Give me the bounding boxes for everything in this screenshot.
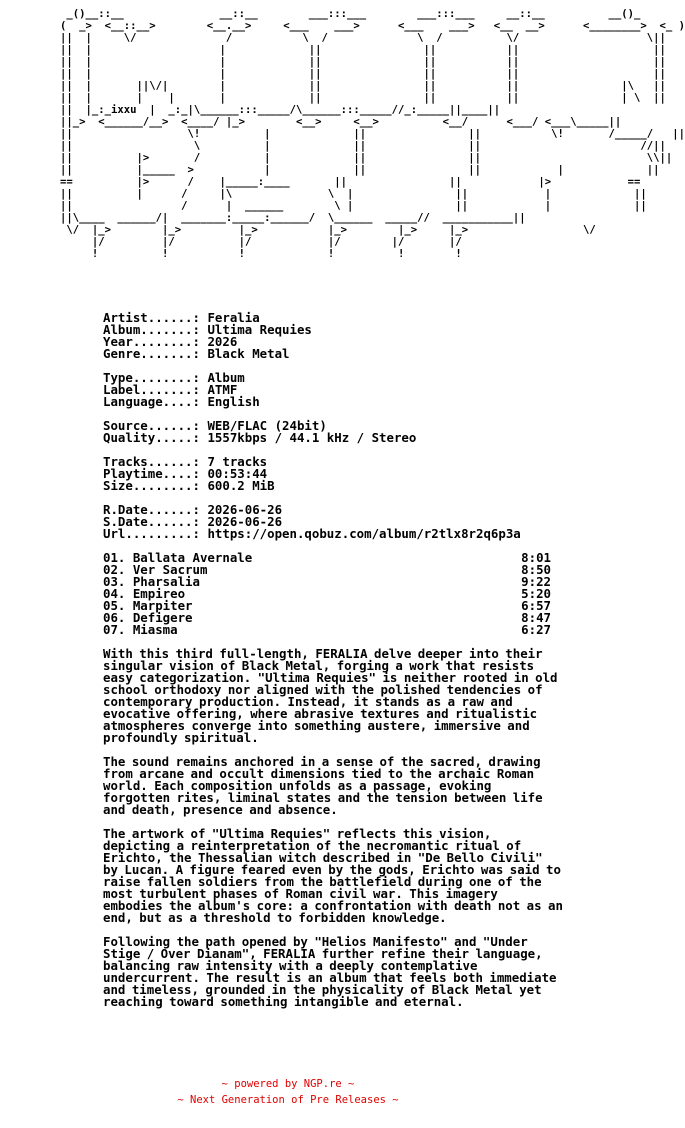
info-key: Genre.......: — [103, 346, 200, 361]
info-key: S.Date......: — [103, 514, 200, 529]
track-title: 02. Ver Sacrum — [103, 562, 208, 577]
info-value: 00:53:44 — [207, 466, 268, 481]
info-value: Feralia — [207, 310, 260, 325]
description — [103, 648, 563, 1008]
info-key: Url.........: — [103, 526, 200, 541]
track-duration: 8:01 — [521, 550, 551, 565]
info-value: Black Metal — [207, 346, 290, 361]
tracklist — [103, 552, 563, 636]
ascii-logo: _()__::__ __::__ ___:::___ ___:::___ __::__ __()_ ( _> <__::__> <__.__> <___ ___> <___ ___> <__ __> <________> <_ ) || | \/ / \ / \ / \/ \|| || | | || || || || || | | || || || || || | | || || || || || | ||\/| | || || || |\ || || | | | | || || || | \ || || |_:_ixxu | _:_|\______:::_____/\______:::_____//_:_____||____|| ||_> <______/__> <____/ |_> <__> <__> <__/ <___/ <___\_____|| || \! | || || \! /_____/ || || \ | || || //|| || |> / | || || \\|| || |_____ > | || || | || == |> / |_____:____ || || |> == || | / |\ \ | || | || || / | ______ \ | || | || ||\____ ______/| _______:_____:______/ \______ _____// ___________|| \/ |_> |_> |_> |_> |_> |_> \/ |/ |/ |/ |/ |/ |/ ! ! ! ! ! ! — [60, 8, 685, 260]
info-key: Quality.....: — [103, 430, 200, 445]
release-info — [103, 312, 563, 540]
track-duration: 6:27 — [521, 622, 551, 637]
info-row — [103, 528, 563, 540]
info-row — [103, 432, 563, 444]
info-value: 1557kbps / 44.1 kHz / Stereo — [207, 430, 417, 445]
track-title: 07. Miasma — [103, 622, 178, 637]
info-row — [103, 348, 563, 360]
info-value: ATMF — [207, 382, 238, 397]
track-row — [103, 624, 551, 636]
track-duration: 8:47 — [521, 610, 551, 625]
info-key: Artist......: — [103, 310, 200, 325]
info-key: Year........: — [103, 334, 200, 349]
info-value: 2026 — [207, 334, 238, 349]
info-key: Language....: — [103, 394, 200, 409]
track-title: 03. Pharsalia — [103, 574, 200, 589]
track-duration: 5:20 — [521, 586, 551, 601]
footer — [0, 1076, 576, 1108]
info-value: 600.2 MiB — [207, 478, 275, 493]
info-value: Album — [207, 370, 245, 385]
description-paragraph: With this third full-length, FERALIA delve deeper into their singular vision of Black Metal, forging a work that resists easy categorization. "Ultima Requies" is neither rooted in old school orthodoxy nor aligned with the polished tendencies of contemporary production. Instead, it stands as a raw and evocative offering, where abrasive textures and ritualistic atmospheres converge into something austere, immersive and profoundly spiritual. — [103, 646, 558, 745]
info-value: Ultima Requies — [207, 322, 312, 337]
info-key: Playtime....: — [103, 466, 200, 481]
info-key: Tracks......: — [103, 454, 200, 469]
nfo-body — [103, 312, 563, 1008]
info-value: WEB/FLAC (24bit) — [207, 418, 327, 433]
track-title: 04. Empireo — [103, 586, 186, 601]
description-paragraph: The artwork of "Ultima Requies" reflects this vision, depicting a reinterpretation of the necromantic ritual of Erichto, the Thessalian witch described in "De Bello Civili" by Lucan. A figure feared even by the gods, Erichto was said to raise fallen soldiers from the battlefield during one of the most turbulent phases of Roman civil war. This imagery embodies the album's core: a confrontation with death not as an end, but as a threshold to forbidden knowledge. — [103, 826, 563, 925]
info-row — [103, 396, 563, 408]
description-paragraph: Following the path opened by "Helios Manifesto" and "Under Stige / Over Dianam", FERALIA further refine their language, balancing raw intensity with a deeply contemplative undercurrent. The result is an album that feels both immediate and timeless, grounded in the physicality of Black Metal yet reaching toward something intangible and eternal. — [103, 934, 557, 1009]
info-value: 7 tracks — [207, 454, 268, 469]
info-key: Source......: — [103, 418, 200, 433]
info-value: https://open.qobuz.com/album/r2tlx8r2q6p3a — [207, 526, 521, 541]
description-paragraph: The sound remains anchored in a sense of the sacred, drawing from arcane and occult dimensions tied to the archaic Roman world. Each composition unfolds as a passage, evoking forgotten rites, liminal states and the tension between life and death, presence and absence. — [103, 754, 543, 817]
track-duration: 9:22 — [521, 574, 551, 589]
info-key: Size........: — [103, 478, 200, 493]
info-row — [103, 480, 563, 492]
track-title: 05. Marpiter — [103, 598, 193, 613]
info-key: R.Date......: — [103, 502, 200, 517]
footer-tagline: ~ Next Generation of Pre Releases ~ — [177, 1094, 399, 1106]
footer-powered-by: ~ powered by NGP.re ~ — [221, 1078, 355, 1090]
info-key: Label.......: — [103, 382, 200, 397]
track-duration: 6:57 — [521, 598, 551, 613]
info-key: Album.......: — [103, 322, 200, 337]
track-title: 01. Ballata Avernale — [103, 550, 253, 565]
track-title: 06. Defigere — [103, 610, 193, 625]
info-value: 2026-06-26 — [207, 502, 283, 517]
info-value: English — [207, 394, 260, 409]
info-key: Type........: — [103, 370, 200, 385]
track-duration: 8:50 — [521, 562, 551, 577]
info-value: 2026-06-26 — [207, 514, 283, 529]
